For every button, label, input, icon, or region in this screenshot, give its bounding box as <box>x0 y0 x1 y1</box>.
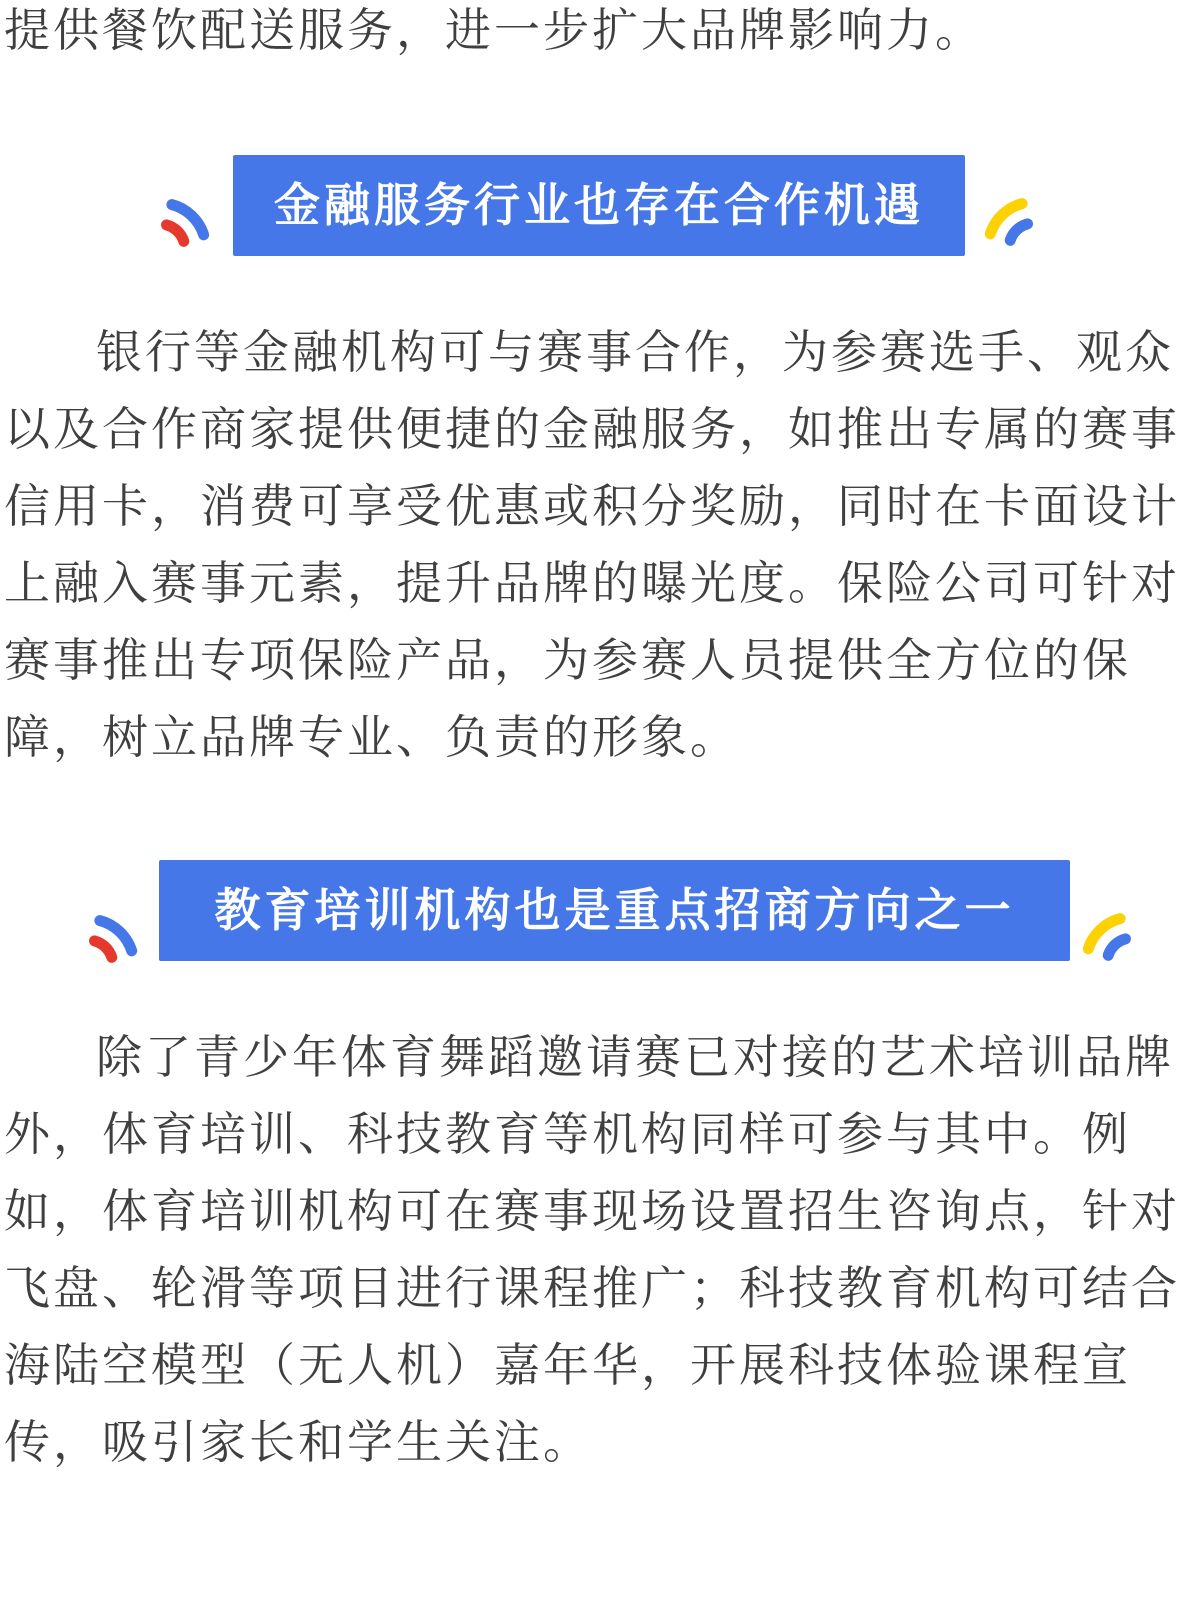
paragraph-education: 除了青少年体育舞蹈邀请赛已对接的艺术培训品牌外，体育培训、科技教育等机构同样可参与其中。例如，体育培训机构可在赛事现场设置招生咨询点，针对飞盘、轮滑等项目进行课程推广；科技教育机构可结合海陆空模型（无人机）嘉年华，开展科技体验课程宣传，吸引家长和学生关注。 <box>4 1031 1180 1468</box>
signal-arcs-left-icon <box>158 192 210 246</box>
section-heading-banner-education <box>159 860 1070 961</box>
intro-paragraph-tail: 提供餐饮配送服务，进一步扩大品牌影响力。 <box>4 4 984 56</box>
section-heading-finance: 金融服务行业也存在合作机遇 <box>274 179 924 231</box>
paragraph-finance: 银行等金融机构可与赛事合作，为参赛选手、观众以及合作商家提供便捷的金融服务，如推出专属的赛事信用卡，消费可享受优惠或积分奖励，同时在卡面设计上融入赛事元素，提升品牌的曝光度。保险公司可针对赛事推出专项保险产品，为参赛人员提供全方位的保障，树立品牌专业、负责的形象。 <box>4 326 1180 763</box>
signal-arcs-left-icon <box>86 908 138 962</box>
section-heading-education: 教育培训机构也是重点招商方向之一 <box>214 884 1015 936</box>
signal-arcs-right-icon <box>1082 906 1134 960</box>
arc-inner-red <box>167 225 184 241</box>
signal-arcs-right-icon <box>984 191 1036 245</box>
arc-inner-blue <box>1108 939 1125 955</box>
section-heading-banner-finance <box>233 155 965 256</box>
arc-inner-blue <box>1010 224 1027 240</box>
arc-inner-red <box>95 941 112 957</box>
